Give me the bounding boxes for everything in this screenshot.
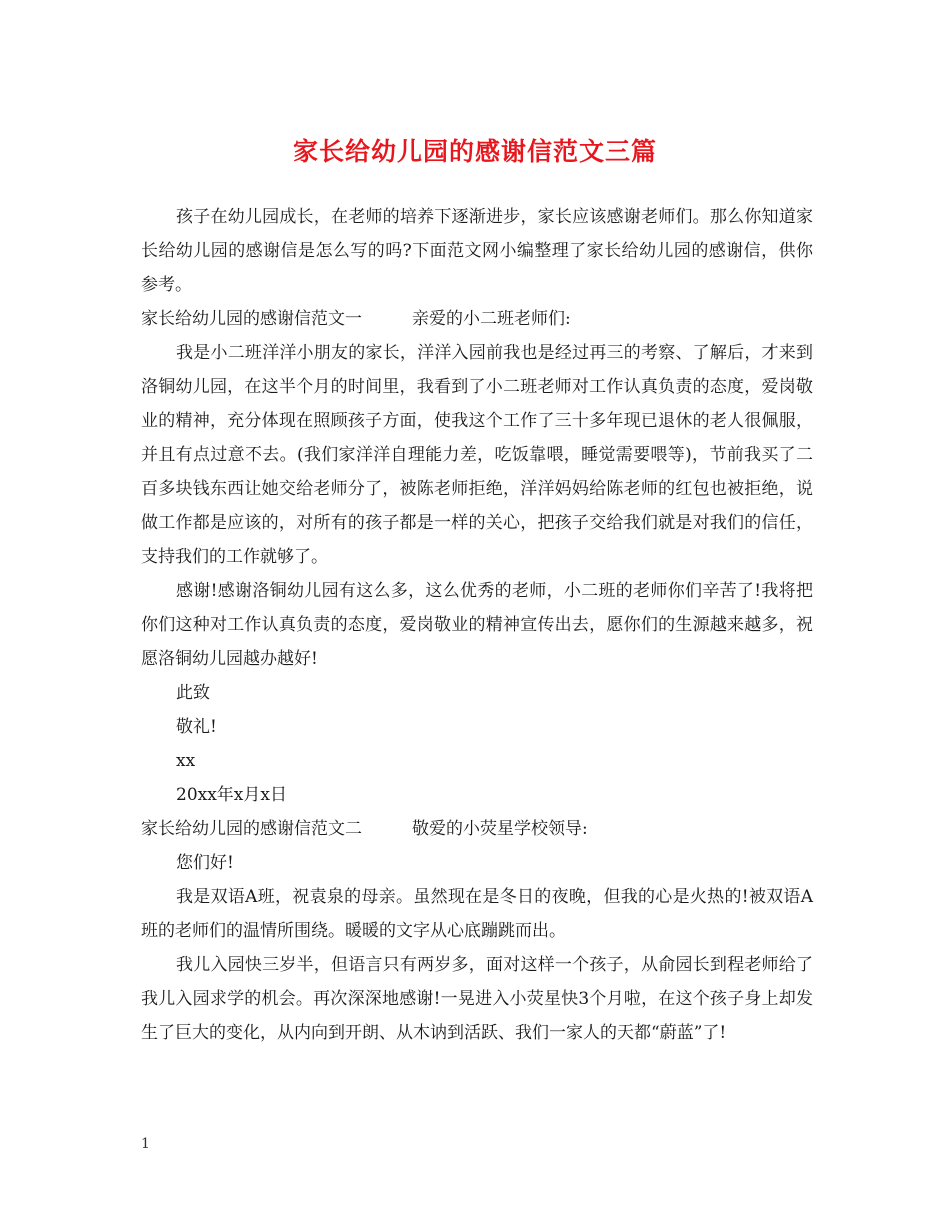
letter2-salutation: 敬爱的小荧星学校领导: (412, 819, 588, 839)
letter1-paragraph-2: 感谢!感谢洛铜幼儿园有这么多，这么优秀的老师，小二班的老师你们辛苦了!我将把你们这种对工作认真负责的态度，爱岗敬业的精神宣传出去，愿你们的生源越来越多，祝愿洛铜幼儿园越办越好! (141, 581, 813, 669)
page-number: 1 (141, 1136, 150, 1152)
letter2-greeting: 您们好! (176, 853, 234, 873)
letter1-heading: 家长给幼儿园的感谢信范文一 (141, 309, 362, 329)
intro-paragraph: 孩子在幼儿园成长，在老师的培养下逐渐进步，家长应该感谢老师们。那么你知道家长给幼儿园的感谢信是怎么写的吗?下面范文网小编整理了家长给幼儿园的感谢信，供你参考。 (141, 207, 813, 295)
letter1-signature: xx (176, 751, 196, 771)
letter1-closing-1: 此致 (176, 683, 210, 703)
letter1-paragraph-1: 我是小二班洋洋小朋友的家长，洋洋入园前我也是经过再三的考察、了解后，才来到洛铜幼儿园，在这半个月的时间里，我看到了小二班老师对工作认真负责的态度，爱岗敬业的精神，充分体现在照顾孩子方面，使我这个工作了三十多年现已退休的老人很佩服，并且有点过意不去。(我们家洋洋自理能力差，吃饭靠喂，睡觉需要喂等)，节前我买了二百多块钱东西让她交给老师分了，被陈老师拒绝，洋洋妈妈给陈老师的红包也被拒绝，说做工作都是应该的，对所有的孩子都是一样的关心，把孩子交给我们就是对我们的信任，支持我们的工作就够了。 (141, 343, 813, 567)
letter2-heading-line (141, 812, 813, 846)
letter2-heading: 家长给幼儿园的感谢信范文二 (141, 819, 362, 839)
document-body (141, 200, 813, 1050)
document-title: 家长给幼儿园的感谢信范文三篇 (292, 137, 657, 166)
letter1-closing-2: 敬礼! (176, 717, 217, 737)
letter1-salutation: 亲爱的小二班老师们: (412, 309, 571, 329)
letter1-date: 20xx年x月x日 (176, 785, 287, 805)
letter2-paragraph-2: 我儿入园快三岁半，但语言只有两岁多，面对这样一个孩子，从俞园长到程老师给了我儿入园求学的机会。再次深深地感谢!一晃进入小荧星快3个月啦，在这个孩子身上却发生了巨大的变化，从内向到开朗、从木讷到活跃、我们一家人的天都“蔚蓝”了! (141, 955, 813, 1043)
letter2-paragraph-1: 我是双语A班，祝袁泉的母亲。虽然现在是冬日的夜晚，但我的心是火热的!被双语A班的老师们的温情所围绕。暖暖的文字从心底蹦跳而出。 (141, 887, 813, 941)
letter1-heading-line (141, 302, 813, 336)
